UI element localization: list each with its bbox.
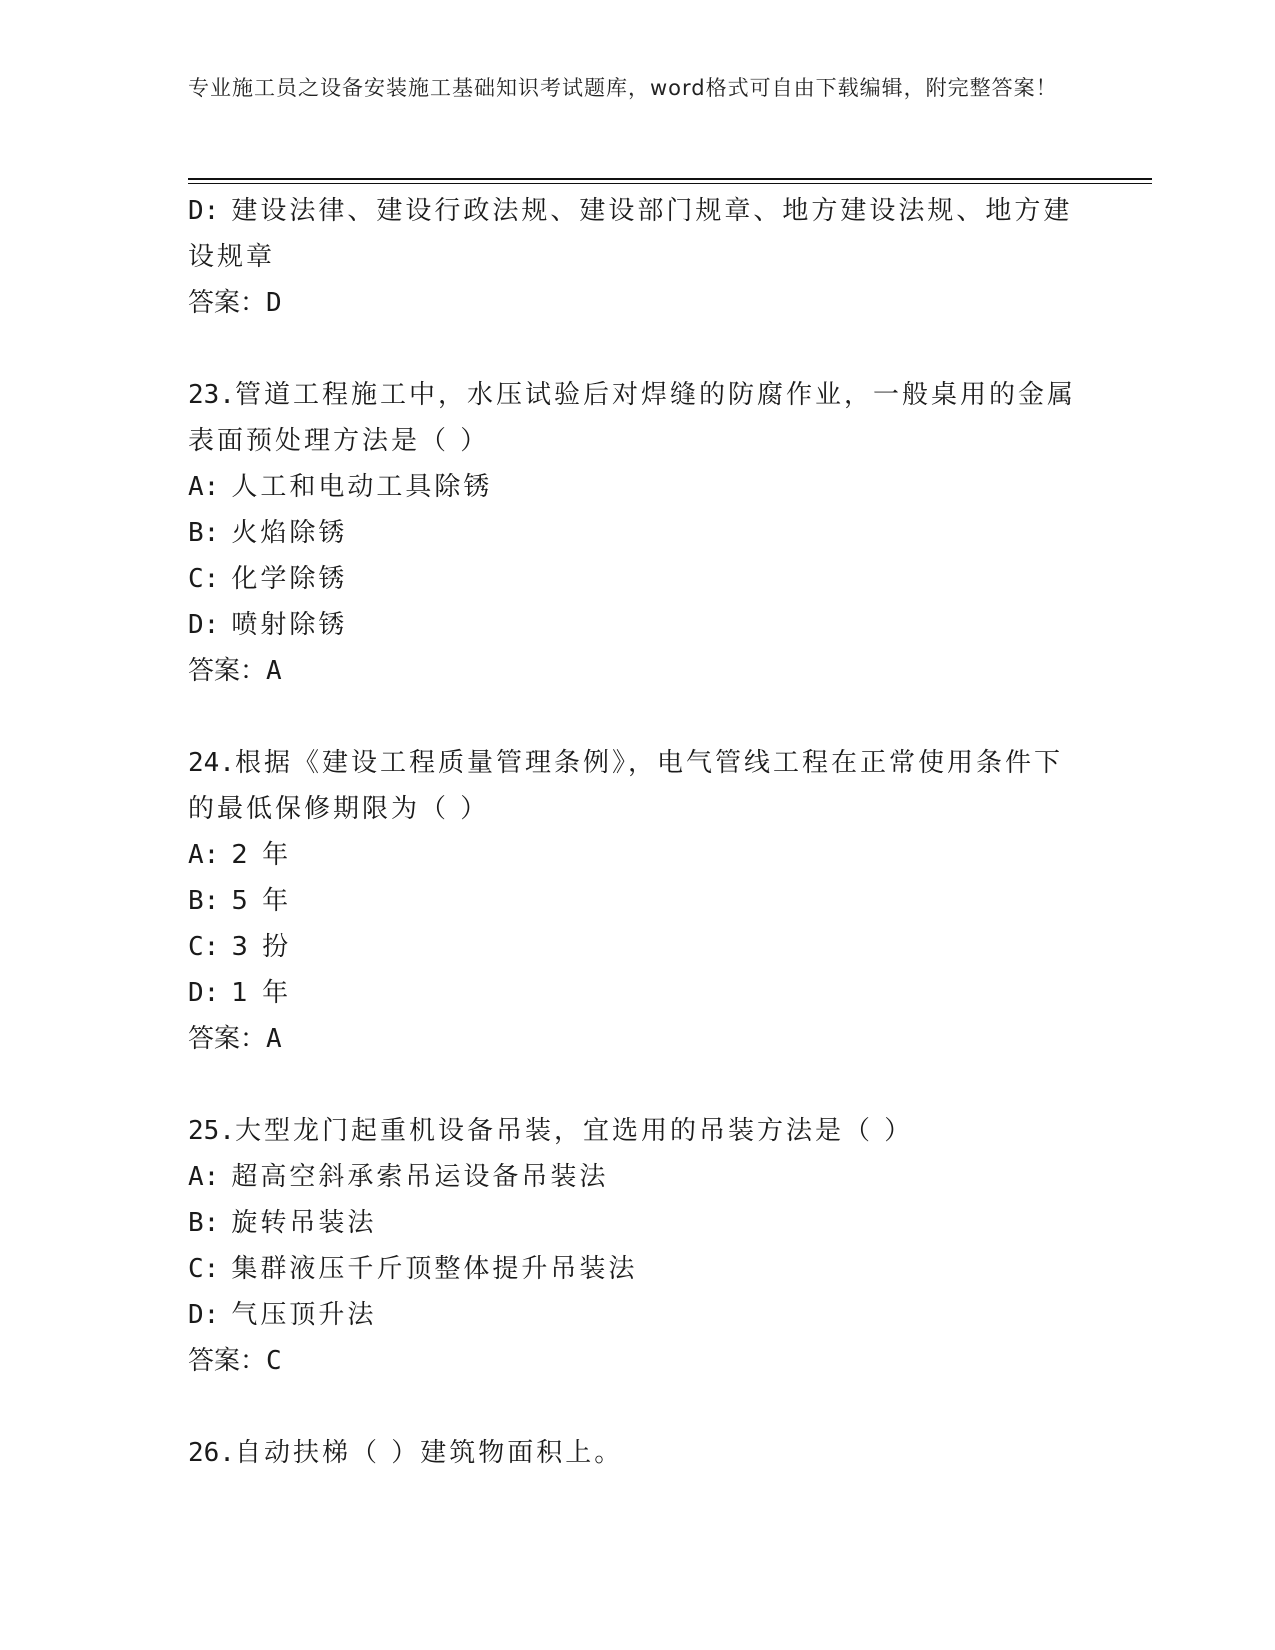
- question-stem-line1: 大型龙门起重机设备吊装，宜选用的吊装方法是（ ）: [234, 1116, 914, 1146]
- option-text: 集群液压千斤顶整体提升吊装法: [231, 1254, 638, 1284]
- question-stem: [188, 740, 1088, 786]
- option-label: A:: [188, 1162, 220, 1192]
- option-label: B:: [188, 886, 220, 916]
- option-a: [188, 464, 1088, 510]
- answer: 答案：A: [188, 656, 282, 686]
- question-stem: [188, 1430, 1088, 1476]
- option-c: [188, 924, 1088, 970]
- option-text: 化学除锈: [231, 564, 348, 594]
- spacer: [188, 326, 1088, 372]
- option-a: [188, 832, 1088, 878]
- spacer: [188, 694, 1088, 740]
- option-label: D:: [188, 1300, 220, 1330]
- answer: 答案：D: [188, 288, 282, 318]
- option-label: D:: [188, 196, 220, 226]
- option-a: [188, 1154, 1088, 1200]
- question-26: [188, 1430, 1088, 1476]
- question-number: 25.: [188, 1116, 235, 1146]
- option-text: 建设法律、建设行政法规、建设部门规章、地方建设法规、地方建: [231, 196, 1073, 226]
- answer: 答案：A: [188, 1024, 282, 1054]
- question-number: 24.: [188, 748, 235, 778]
- option-label: D:: [188, 978, 220, 1008]
- option-label: B:: [188, 518, 220, 548]
- option-text: 旋转吊装法: [231, 1208, 377, 1238]
- option-label: C:: [188, 564, 220, 594]
- option-text: 气压顶升法: [231, 1300, 377, 1330]
- option-text-continued: 设规章: [188, 242, 276, 272]
- answer: 答案：C: [188, 1346, 282, 1376]
- option-label: B:: [188, 1208, 220, 1238]
- question-stem-line1: 自动扶梯（ ）建筑物面积上。: [234, 1438, 624, 1468]
- option-text: 超高空斜承索吊运设备吊装法: [231, 1162, 609, 1192]
- question-number: 26.: [188, 1438, 235, 1468]
- question-23: [188, 372, 1088, 694]
- option-d: [188, 602, 1088, 648]
- option-c: [188, 1246, 1088, 1292]
- option-text: 人工和电动工具除锈: [231, 472, 493, 502]
- option-label: D:: [188, 610, 220, 640]
- option-d: [188, 1292, 1088, 1338]
- question-list: [188, 188, 1088, 1476]
- option-text: 1 年: [231, 978, 292, 1008]
- option-label: A:: [188, 472, 220, 502]
- spacer: [188, 1062, 1088, 1108]
- question-stem-line1: 管道工程施工中，水压试验后对焊缝的防腐作业，一般桌用的金属: [234, 380, 1076, 410]
- option-text: 2 年: [231, 840, 292, 870]
- option-label: C:: [188, 932, 220, 962]
- option-text: 喷射除锈: [231, 610, 348, 640]
- option-label: A:: [188, 840, 220, 870]
- question-stem: [188, 372, 1088, 418]
- option-b: [188, 510, 1088, 556]
- option-text: 火焰除锈: [231, 518, 348, 548]
- question-stem-line2: 表面预处理方法是（ ）: [188, 426, 490, 456]
- option-label: C:: [188, 1254, 220, 1284]
- question-stem-line2: 的最低保修期限为（ ）: [188, 794, 490, 824]
- header-rule-thin: [188, 183, 1152, 184]
- question-stem: [188, 1108, 1088, 1154]
- header-rule-thick: [188, 178, 1152, 180]
- option-b: [188, 1200, 1088, 1246]
- option-d: [188, 188, 1088, 234]
- question-25: [188, 1108, 1088, 1384]
- option-text: 5 年: [231, 886, 292, 916]
- option-b: [188, 878, 1088, 924]
- header-title: 专业施工员之设备安装施工基础知识考试题库，word格式可自由下载编辑，附完整答案！: [188, 76, 1058, 100]
- question-stem-line1: 根据《建设工程质量管理条例》，电气管线工程在正常使用条件下: [234, 748, 1063, 778]
- document-header: [188, 72, 1068, 104]
- option-c: [188, 556, 1088, 602]
- option-d: [188, 970, 1088, 1016]
- option-text: 3 扮: [231, 932, 292, 962]
- question-24: [188, 740, 1088, 1062]
- spacer: [188, 1384, 1088, 1430]
- question-number: 23.: [188, 380, 235, 410]
- question-carry-over: [188, 188, 1088, 326]
